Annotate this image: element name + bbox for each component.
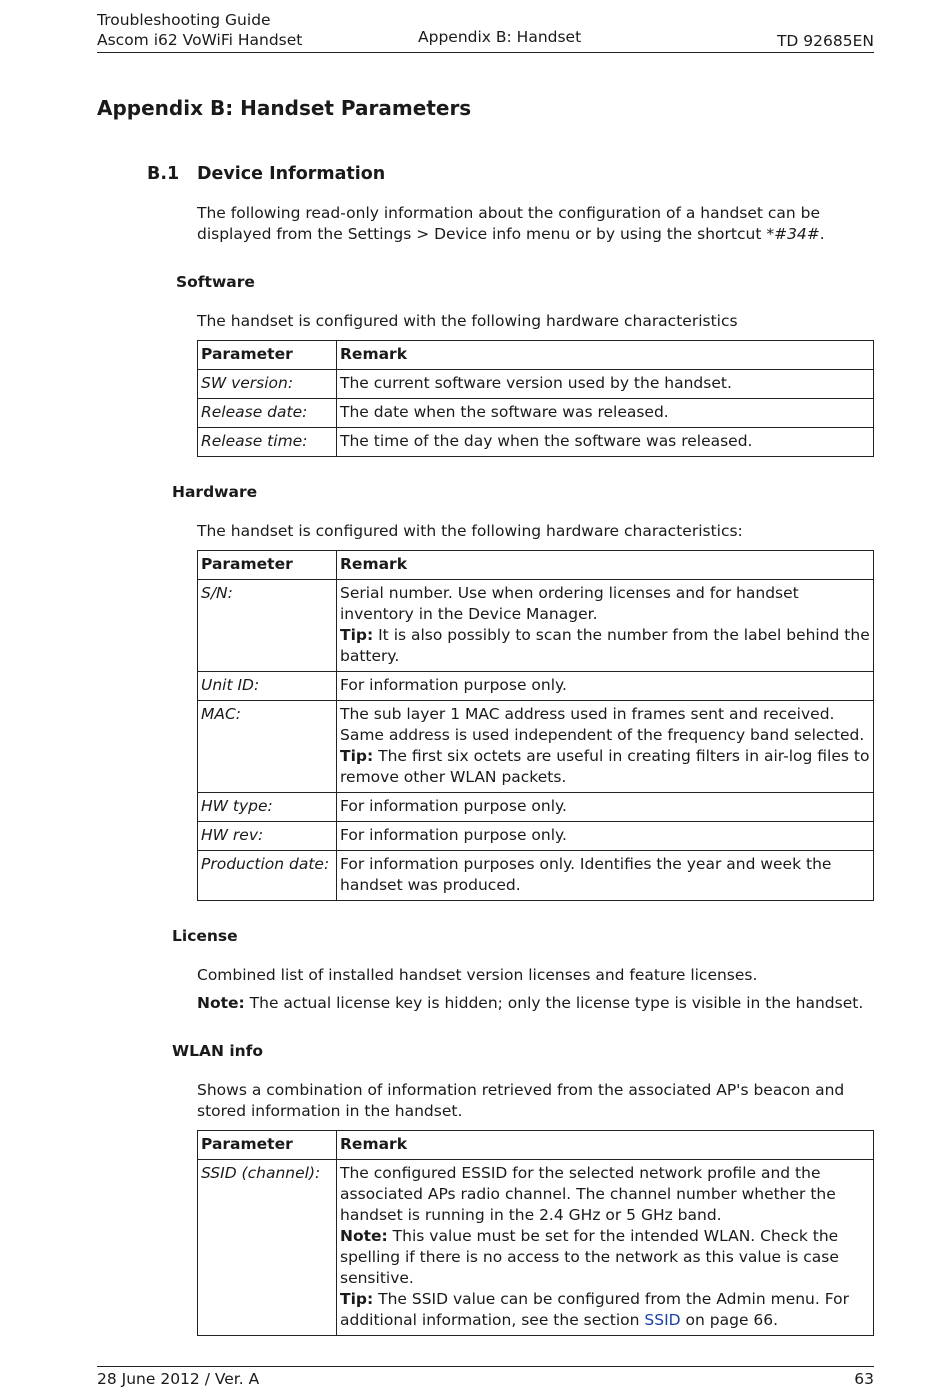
table-header-row [198, 341, 874, 370]
header-section: Appendix B: Handset [418, 28, 582, 46]
table-row [198, 793, 874, 822]
wlan-intro: Shows a combination of information retrieved from the associated AP's beacon and stored information in the handset. [197, 1081, 845, 1120]
intro-shortcut: *#34# [766, 225, 820, 243]
remark-text: The configured ESSID for the selected network profile and the associated APs radio channel. The channel number whether the handset is running in the 2.4 GHz or 5 GHz band. [340, 1164, 836, 1224]
table-row [198, 428, 874, 457]
param-cell: MAC: [198, 701, 337, 793]
remark-text: The sub layer 1 MAC address used in frames sent and received. Same address is used independent of the frequency band selected. [340, 705, 865, 744]
param-cell: HW rev: [198, 822, 337, 851]
remark-cell: The date when the software was released. [337, 399, 874, 428]
license-text: Combined list of installed handset version licenses and feature licenses. [197, 966, 758, 984]
param-cell: SSID (channel): [198, 1160, 337, 1336]
ssid-link[interactable]: SSID [644, 1311, 681, 1329]
note-label: Note: [340, 1227, 388, 1245]
tip-text: The first six octets are useful in creating filters in air-log files to remove other WLAN packets. [340, 747, 870, 786]
license-note [197, 993, 877, 1014]
table-row [198, 370, 874, 399]
tip-line [340, 746, 870, 788]
remark-cell [337, 580, 874, 672]
section-title: Device Information [197, 164, 386, 184]
intro-text: The following read-only information about the configuration of a handset can be displayed from the Settings > Device info menu or by using the shortcut [197, 204, 821, 243]
column-header-remark: Remark [337, 341, 874, 370]
tip-text-end: on page 66. [680, 1311, 779, 1329]
header-rule [97, 52, 874, 53]
table-row [198, 701, 874, 793]
intro-end: . [819, 225, 825, 243]
footer-rule [97, 1366, 874, 1367]
tip-line [340, 625, 870, 667]
param-cell: Release date: [198, 399, 337, 428]
tip-text: The SSID value can be configured from the Admin menu. For additional information, see the section [340, 1290, 849, 1329]
table-header-row [198, 551, 874, 580]
param-cell: Release time: [198, 428, 337, 457]
column-header-remark: Remark [337, 551, 874, 580]
footer-date-version: 28 June 2012 / Ver. A [97, 1370, 260, 1388]
note-text: The actual license key is hidden; only the license type is visible in the handset. [244, 994, 864, 1012]
section-number: B.1 [147, 164, 180, 184]
hardware-table [197, 550, 874, 901]
note-line [340, 1226, 870, 1289]
tip-line [340, 1289, 870, 1331]
remark-cell: For information purpose only. [337, 822, 874, 851]
software-heading: Software [176, 273, 255, 291]
software-intro: The handset is configured with the following hardware characteristics [197, 312, 738, 330]
tip-label: Tip: [340, 626, 374, 644]
param-cell: SW version: [198, 370, 337, 399]
table-row [198, 851, 874, 901]
page-number: 63 [854, 1370, 874, 1388]
column-header-parameter: Parameter [198, 551, 337, 580]
column-header-parameter: Parameter [198, 341, 337, 370]
column-header-parameter: Parameter [198, 1131, 337, 1160]
wlan-table [197, 1130, 874, 1336]
software-table [197, 340, 874, 457]
table-header-row [198, 1131, 874, 1160]
remark-cell: For information purpose only. [337, 793, 874, 822]
header-product: Ascom i62 VoWiFi Handset [97, 31, 303, 49]
note-label: Note: [197, 994, 245, 1012]
remark-cell [337, 1160, 874, 1336]
section-intro [197, 203, 877, 245]
remark-text: Serial number. Use when ordering licenses and for handset inventory in the Device Manager. [340, 584, 799, 623]
param-cell: Production date: [198, 851, 337, 901]
table-row [198, 399, 874, 428]
remark-cell: For information purposes only. Identifies the year and week the handset was produced. [337, 851, 874, 901]
remark-cell: The current software version used by the handset. [337, 370, 874, 399]
license-heading: License [172, 927, 238, 945]
header-doc-id: TD 92685EN [776, 32, 874, 50]
header-doc-info [97, 10, 302, 50]
remark-cell: The time of the day when the software was released. [337, 428, 874, 457]
remark-cell: For information purpose only. [337, 672, 874, 701]
hardware-heading: Hardware [172, 483, 258, 501]
table-row [198, 580, 874, 672]
page-title: Appendix B: Handset Parameters [97, 96, 472, 120]
table-row [198, 672, 874, 701]
table-row [198, 822, 874, 851]
table-row [198, 1160, 874, 1336]
column-header-remark: Remark [337, 1131, 874, 1160]
wlan-heading: WLAN info [172, 1042, 264, 1060]
tip-text: It is also possibly to scan the number from the label behind the battery. [340, 626, 870, 665]
hardware-intro: The handset is configured with the following hardware characteristics: [197, 522, 743, 540]
tip-label: Tip: [340, 1290, 374, 1308]
param-cell: HW type: [198, 793, 337, 822]
header-doc-type: Troubleshooting Guide [97, 11, 271, 29]
remark-cell [337, 701, 874, 793]
param-cell: S/N: [198, 580, 337, 672]
note-text: This value must be set for the intended WLAN. Check the spelling if there is no access to the network as this value is case sensitive. [340, 1227, 839, 1287]
tip-label: Tip: [340, 747, 374, 765]
param-cell: Unit ID: [198, 672, 337, 701]
